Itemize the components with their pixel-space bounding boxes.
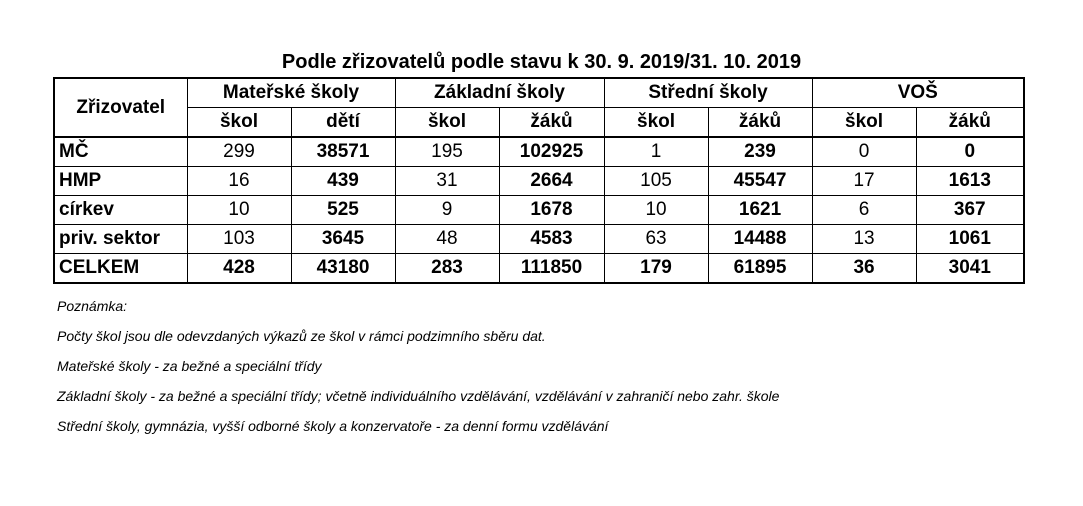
table-cell: 48: [395, 225, 499, 254]
row-label: CELKEM: [54, 254, 187, 284]
table-row: [54, 225, 1024, 254]
group-header: Základní školy: [395, 78, 604, 108]
table-cell: 61895: [708, 254, 812, 284]
table-cell: 6: [812, 196, 916, 225]
row-label: HMP: [54, 167, 187, 196]
table-cell: 14488: [708, 225, 812, 254]
table-cell: 16: [187, 167, 291, 196]
group-header: Mateřské školy: [187, 78, 395, 108]
subheader: žáků: [708, 108, 812, 138]
page-title: Podle zřizovatelů podle stavu k 30. 9. 2019/31. 10. 2019: [281, 51, 802, 73]
note-line: Počty škol jsou dle odevzdaných výkazů ze škol v rámci podzimního sběru dat.: [57, 328, 546, 344]
table-cell: 13: [812, 225, 916, 254]
table-row: [54, 137, 1024, 167]
table-cell: 1061: [916, 225, 1024, 254]
table-cell: 428: [187, 254, 291, 284]
table-cell: 179: [604, 254, 708, 284]
subheader: dětí: [291, 108, 395, 138]
table-cell: 31: [395, 167, 499, 196]
note-line: Střední školy, gymnázia, vyšší odborné školy a konzervatoře - za denní formu vzdělávání: [57, 418, 609, 434]
table-cell: 38571: [291, 137, 395, 167]
group-header: VOŠ: [812, 78, 1024, 108]
row-label: církev: [54, 196, 187, 225]
subheader: škol: [187, 108, 291, 138]
table-cell: 299: [187, 137, 291, 167]
table-cell: 525: [291, 196, 395, 225]
table-cell: 43180: [291, 254, 395, 284]
table-row: [54, 196, 1024, 225]
table-cell: 111850: [499, 254, 604, 284]
table-cell: 239: [708, 137, 812, 167]
row-label: priv. sektor: [54, 225, 187, 254]
table-cell: 3645: [291, 225, 395, 254]
note-line: Mateřské školy - za bežné a speciální třídy: [57, 358, 322, 374]
statistics-table: [53, 77, 1025, 284]
table-cell: 103: [187, 225, 291, 254]
table-cell: 2664: [499, 167, 604, 196]
table-cell: 367: [916, 196, 1024, 225]
table-cell: 45547: [708, 167, 812, 196]
subheader: žáků: [916, 108, 1024, 138]
table-cell: 283: [395, 254, 499, 284]
table-cell: 10: [187, 196, 291, 225]
table-cell: 1613: [916, 167, 1024, 196]
subheader: škol: [812, 108, 916, 138]
notes: [57, 296, 779, 446]
table-cell: 4583: [499, 225, 604, 254]
table-cell: 63: [604, 225, 708, 254]
table-cell: 195: [395, 137, 499, 167]
table-cell: 36: [812, 254, 916, 284]
table-cell: 1: [604, 137, 708, 167]
table-cell: 17: [812, 167, 916, 196]
table-cell: 3041: [916, 254, 1024, 284]
subheader: škol: [604, 108, 708, 138]
table-cell: 102925: [499, 137, 604, 167]
row-label: MČ: [54, 137, 187, 167]
subheader: žáků: [499, 108, 604, 138]
note-line: Základní školy - za bežné a speciální třídy; včetně individuálního vzdělávání, vzdělávání v zahraničí nebo zahr. škole: [57, 388, 780, 404]
table-cell: 1621: [708, 196, 812, 225]
table-cell: 10: [604, 196, 708, 225]
table-cell: 1678: [499, 196, 604, 225]
table-cell: 0: [812, 137, 916, 167]
corner-header: Zřizovatel: [54, 78, 187, 137]
table-cell: 0: [916, 137, 1024, 167]
subheader: škol: [395, 108, 499, 138]
table-row-total: [54, 254, 1024, 284]
table-cell: 9: [395, 196, 499, 225]
table-cell: 105: [604, 167, 708, 196]
group-header: Střední školy: [604, 78, 812, 108]
table-row: [54, 167, 1024, 196]
table-cell: 439: [291, 167, 395, 196]
note-heading: Poznámka:: [57, 298, 128, 314]
